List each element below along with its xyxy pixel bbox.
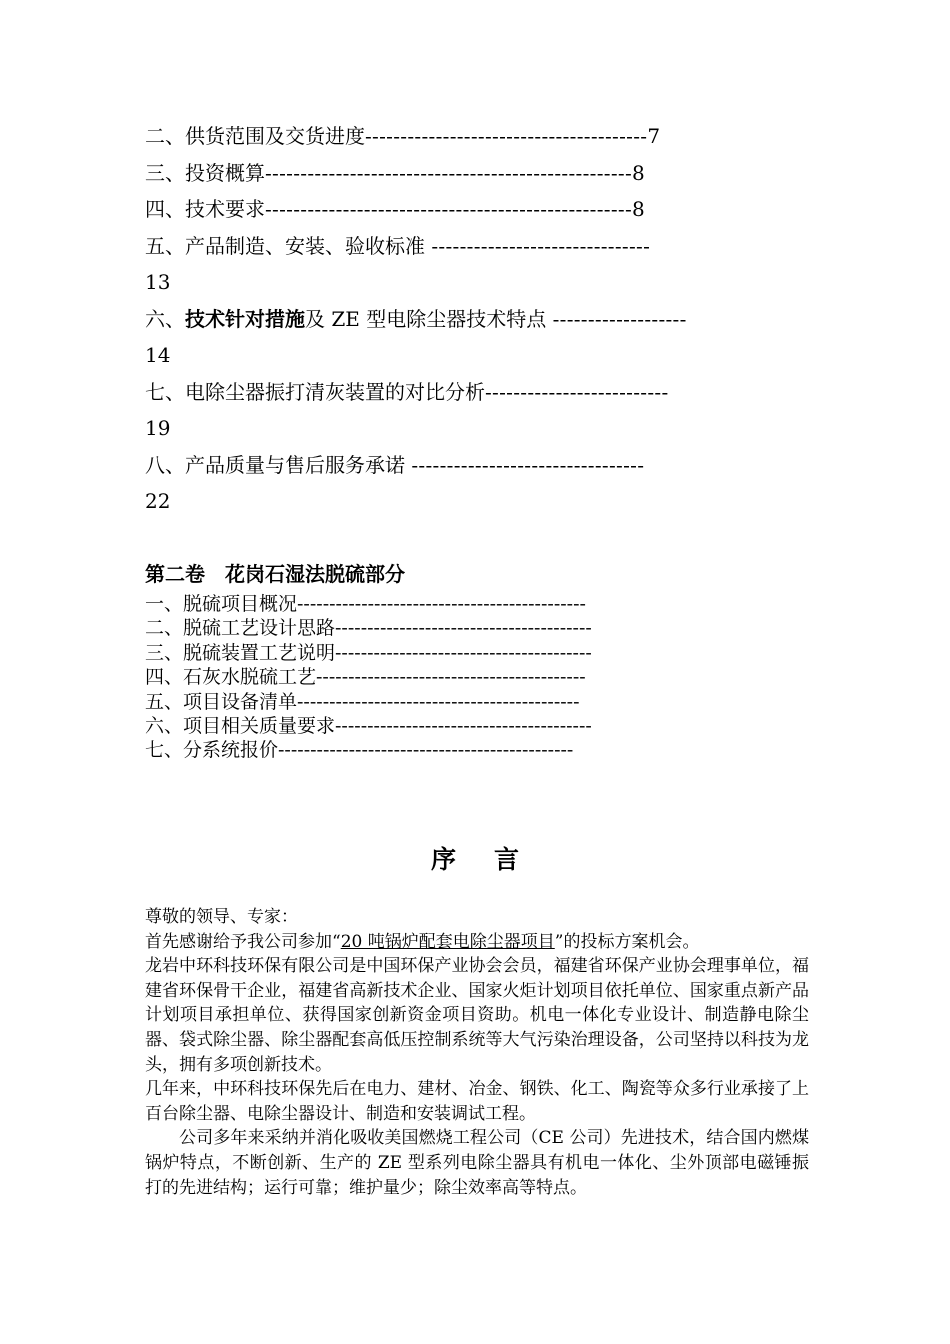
toc-leader: -------------------------- bbox=[485, 379, 669, 404]
toc-leader: --------------------------------- bbox=[411, 452, 645, 477]
toc-title: 七、电除尘器振打清灰装置的对比分析 bbox=[145, 379, 485, 404]
toc-title: 三、脱硫装置工艺说明 bbox=[145, 641, 336, 664]
toc-title-bold: 技术针对措施 bbox=[185, 306, 305, 331]
toc-entry bbox=[145, 616, 785, 640]
toc-title: 六、项目相关质量要求 bbox=[145, 715, 336, 738]
toc-page: 7 bbox=[647, 124, 661, 148]
toc-title: 二、脱硫工艺设计思路 bbox=[145, 617, 336, 640]
toc-entry bbox=[145, 690, 785, 714]
toc-page: 8 bbox=[632, 160, 645, 185]
toc-title: 七、分系统报价 bbox=[145, 739, 279, 762]
toc-title-suffix: 及 ZE 型电除尘器技术特点 bbox=[305, 306, 553, 331]
toc-page: 22 bbox=[145, 489, 171, 513]
toc-volume2 bbox=[145, 592, 785, 763]
toc-page: 8 bbox=[632, 197, 645, 221]
toc-title: 八、产品质量与售后服务承诺 bbox=[145, 452, 412, 477]
toc-leader: ---------------------------------------- bbox=[335, 641, 592, 664]
toc-entry bbox=[145, 374, 807, 447]
toc-entry bbox=[145, 118, 807, 155]
toc-leader: ---------------------------------------------------- bbox=[265, 160, 633, 185]
thanks-paragraph bbox=[145, 930, 809, 955]
salutation: 尊敬的领导、专家： bbox=[145, 907, 298, 927]
toc-page: 19 bbox=[145, 416, 171, 440]
toc-title: 四、石灰水脱硫工艺 bbox=[145, 666, 317, 689]
volume2-heading: 第二卷 花岗石湿法脱硫部分 bbox=[145, 562, 405, 586]
toc-leader: ---------------------------------------- bbox=[365, 124, 648, 148]
toc-leader: --------------------------------------------- bbox=[297, 593, 586, 615]
toc-page: 13 bbox=[145, 270, 171, 294]
toc-leader: ------------------------------- bbox=[431, 233, 651, 258]
toc-entry bbox=[145, 191, 807, 228]
company-intro-paragraph: 龙岩中环科技环保有限公司是中国环保产业协会会员，福建省环保产业协会理事单位，福建省环保骨干企业，福建省高新技术企业、国家火炬计划项目依托单位、国家重点新产品计划项目承担单位、获得国家创新资金项目资助。机电一体化专业设计、制造静电除尘器、袋式除尘器、除尘器配套高低压控制系统等大气污染治理设备，公司坚持以科技为龙头，拥有多项创新技术。 bbox=[145, 956, 809, 1075]
toc-leader: ------------------- bbox=[552, 306, 687, 331]
toc-volume1 bbox=[145, 118, 807, 520]
toc-entry bbox=[145, 592, 785, 616]
thanks-before: 首先感谢给予我公司参加“ bbox=[145, 931, 341, 952]
toc-title: 三、投资概算 bbox=[145, 160, 265, 185]
toc-title: 一、脱硫项目概况 bbox=[145, 593, 298, 615]
toc-entry bbox=[145, 228, 807, 301]
toc-title: 五、项目设备清单 bbox=[145, 690, 298, 713]
preface-body bbox=[145, 905, 809, 1200]
toc-entry bbox=[145, 738, 785, 762]
toc-title-prefix: 六、 bbox=[145, 306, 185, 331]
toc-leader: -------------------------------------------- bbox=[297, 690, 580, 713]
toc-title: 四、技术要求 bbox=[145, 197, 265, 221]
toc-entry bbox=[145, 447, 807, 520]
toc-entry bbox=[145, 155, 807, 192]
toc-leader: ------------------------------------------ bbox=[316, 666, 586, 689]
toc-title: 五、产品制造、安装、验收标准 bbox=[145, 233, 432, 258]
project-name: 20 吨锅炉配套电除尘器项目 bbox=[340, 931, 555, 952]
toc-entry bbox=[145, 641, 785, 665]
toc-entry bbox=[145, 665, 785, 689]
toc-leader: ---------------------------------------------------- bbox=[265, 197, 633, 221]
toc-leader: ---------------------------------------- bbox=[335, 617, 592, 640]
technology-paragraph: 公司多年来采纳并消化吸收美国燃烧工程公司（CE 公司）先进技术，结合国内燃煤锅炉特点，不断创新、生产的 ZE 型系列电除尘器具有机电一体化、尘外顶部电磁锤振打的先进结构；运行可靠；维护量少；除尘效率高等特点。 bbox=[145, 1128, 809, 1198]
toc-entry bbox=[145, 714, 785, 738]
toc-leader: ---------------------------------------- bbox=[335, 715, 592, 738]
preface-heading: 序言 bbox=[430, 845, 557, 874]
toc-title: 二、供货范围及交货进度 bbox=[145, 124, 365, 148]
experience-paragraph: 几年来，中环科技环保先后在电力、建材、冶金、钢铁、化工、陶瓷等众多行业承接了上百台除尘器、电除尘器设计、制造和安装调试工程。 bbox=[145, 1079, 809, 1124]
toc-entry bbox=[145, 301, 807, 374]
thanks-after: ”的投标方案机会。 bbox=[554, 931, 700, 952]
toc-leader: ---------------------------------------------- bbox=[278, 739, 574, 762]
toc-page: 14 bbox=[145, 343, 171, 367]
